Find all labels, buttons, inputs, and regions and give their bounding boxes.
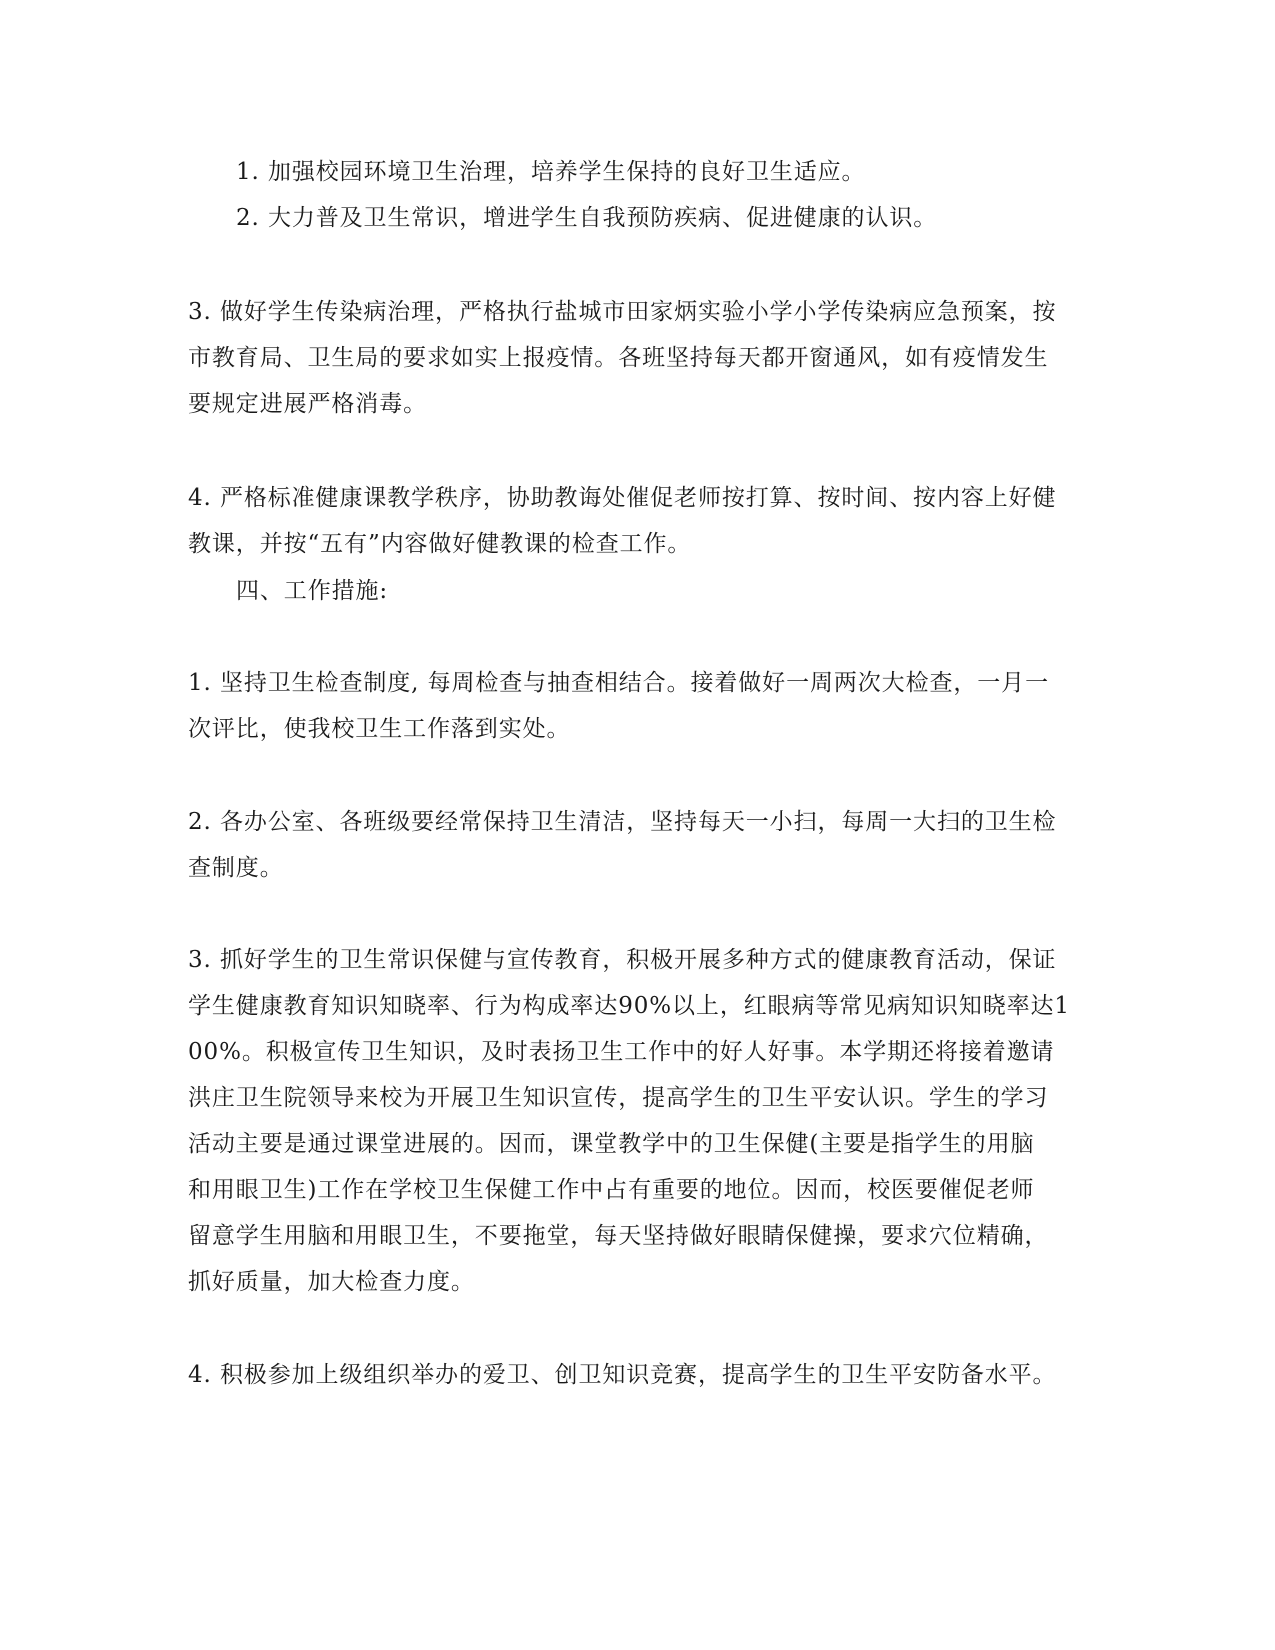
measure-3-line-5: 活动主要是通过课堂进展的。因而，课堂教学中的卫生保健(主要是指学生的用脑	[188, 1131, 1035, 1157]
measure-3-line-8: 抓好质量，加大检查力度。	[188, 1269, 475, 1295]
measure-2-line-2: 查制度。	[188, 855, 284, 881]
measure-3-line-1: 3. 抓好学生的卫生常识保健与宣传教育，积极开展多种方式的健康教育活动，保证	[188, 947, 1057, 973]
section-heading-measures: 四、工作措施:	[236, 578, 389, 604]
goal-1-line: 1. 加强校园环境卫生治理，培养学生保持的良好卫生适应。	[236, 159, 866, 185]
goal-4-line-1: 4. 严格标准健康课教学秩序，协助教诲处催促老师按打算、按时间、按内容上好健	[188, 485, 1057, 511]
measure-3-line-3: 00%。积极宣传卫生知识，及时表扬卫生工作中的好人好事。本学期还将接着邀请	[188, 1039, 1055, 1065]
measure-4-line-1: 4. 积极参加上级组织举办的爱卫、创卫知识竞赛，提高学生的卫生平安防备水平。	[188, 1362, 1057, 1388]
measure-1-line-2: 次评比，使我校卫生工作落到实处。	[188, 716, 571, 742]
measure-2-line-1: 2. 各办公室、各班级要经常保持卫生清洁，坚持每天一小扫，每周一大扫的卫生检	[188, 809, 1057, 835]
measure-3-line-2: 学生健康教育知识知晓率、行为构成率达90%以上，红眼病等常见病知识知晓率达1	[188, 993, 1070, 1019]
goal-3-line-1: 3. 做好学生传染病治理，严格执行盐城市田家炳实验小学小学传染病应急预案，按	[188, 299, 1057, 325]
measure-3-line-6: 和用眼卫生)工作在学校卫生保健工作中占有重要的地位。因而，校医要催促老师	[188, 1177, 1035, 1203]
measure-1-line-1: 1. 坚持卫生检查制度, 每周检查与抽查相结合。接着做好一周两次大检查，一月一	[188, 670, 1049, 696]
measure-3-line-4: 洪庄卫生院领导来校为开展卫生知识宣传，提高学生的卫生平安认识。学生的学习	[188, 1085, 1049, 1111]
goal-2-line: 2. 大力普及卫生常识，增进学生自我预防疾病、促进健康的认识。	[236, 205, 938, 231]
measure-3-line-7: 留意学生用脑和用眼卫生，不要拖堂，每天坚持做好眼睛保健操，要求穴位精确，	[188, 1223, 1049, 1249]
goal-3-line-3: 要规定进展严格消毒。	[188, 391, 427, 417]
goal-3-line-2: 市教育局、卫生局的要求如实上报疫情。各班坚持每天都开窗通风，如有疫情发生	[188, 345, 1049, 371]
goal-4-line-2: 教课，并按“五有”内容做好健教课的检查工作。	[188, 531, 692, 557]
